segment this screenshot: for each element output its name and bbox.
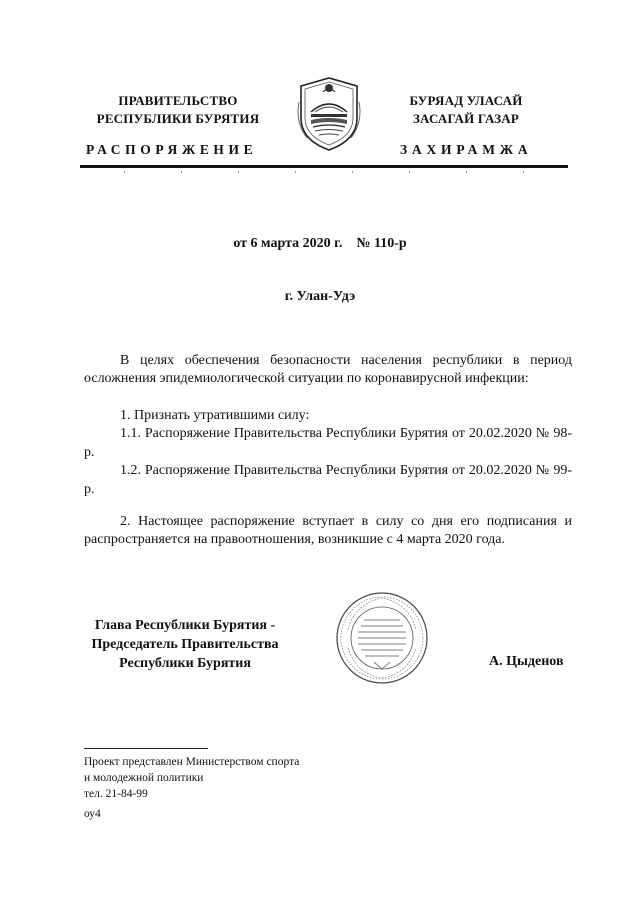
signatory-title-line2: Председатель Правительства — [91, 637, 279, 652]
header-right-line2: ЗАСАГАЙ ГАЗАР — [412, 111, 520, 126]
signatory-title-line1: Глава Республики Бурятия - — [94, 618, 276, 633]
footer-line1: Проект представлен Министерством спорта — [84, 756, 300, 768]
document-number: № 110-р — [356, 236, 407, 251]
government-name-russian — [78, 92, 278, 128]
item-2: 2. Настоящее распоряжение вступает в силу со дня его подписания и распространяется на правоотношения, возникшие с 4 марта 2020 года. — [84, 514, 572, 548]
footer-code: оу4 — [84, 808, 101, 820]
footer-divider — [84, 748, 208, 749]
signatory-title — [78, 616, 292, 673]
footer-line2: и молодежной политики — [84, 772, 204, 784]
government-name-buryat — [378, 92, 554, 128]
doc-type-buryat: ЗАХИРАМЖА — [400, 142, 533, 157]
preamble: В целях обеспечения безопасности населения республики в период осложнения эпидемиологической ситуации по коронавирусной инфекции: — [84, 353, 572, 387]
header-left-line2: РЕСПУБЛИКИ БУРЯТИЯ — [96, 111, 260, 126]
preamble-block — [84, 352, 572, 389]
document-city: г. Улан-Удэ — [284, 289, 356, 304]
document-date: от 6 марта 2020 г. — [233, 236, 343, 251]
items-block — [84, 407, 572, 499]
footer-phone: тел. 21-84-99 — [84, 788, 148, 800]
signatory-name: А. Цыденов — [489, 654, 564, 669]
signatory-title-line3: Республики Бурятия — [119, 656, 251, 671]
doc-type-russian: РАСПОРЯЖЕНИЕ — [86, 142, 258, 157]
document-date-number — [0, 236, 640, 252]
header-right-line1: БУРЯАД УЛАСАЙ — [409, 93, 523, 108]
header-divider — [80, 165, 568, 168]
official-seal-icon — [334, 590, 430, 686]
republic-emblem-icon — [293, 72, 365, 154]
item-2-block — [84, 513, 572, 550]
header-left-line1: ПРАВИТЕЛЬСТВО — [118, 93, 238, 108]
item-1-2: 1.2. Распоряжение Правительства Республики Бурятия от 20.02.2020 № 99-р. — [84, 463, 572, 497]
item-1: 1. Признать утратившими силу: — [120, 408, 310, 423]
header-dotted-line — [80, 171, 568, 175]
item-1-1: 1.1. Распоряжение Правительства Республики Бурятия от 20.02.2020 № 98-р. — [84, 426, 572, 460]
